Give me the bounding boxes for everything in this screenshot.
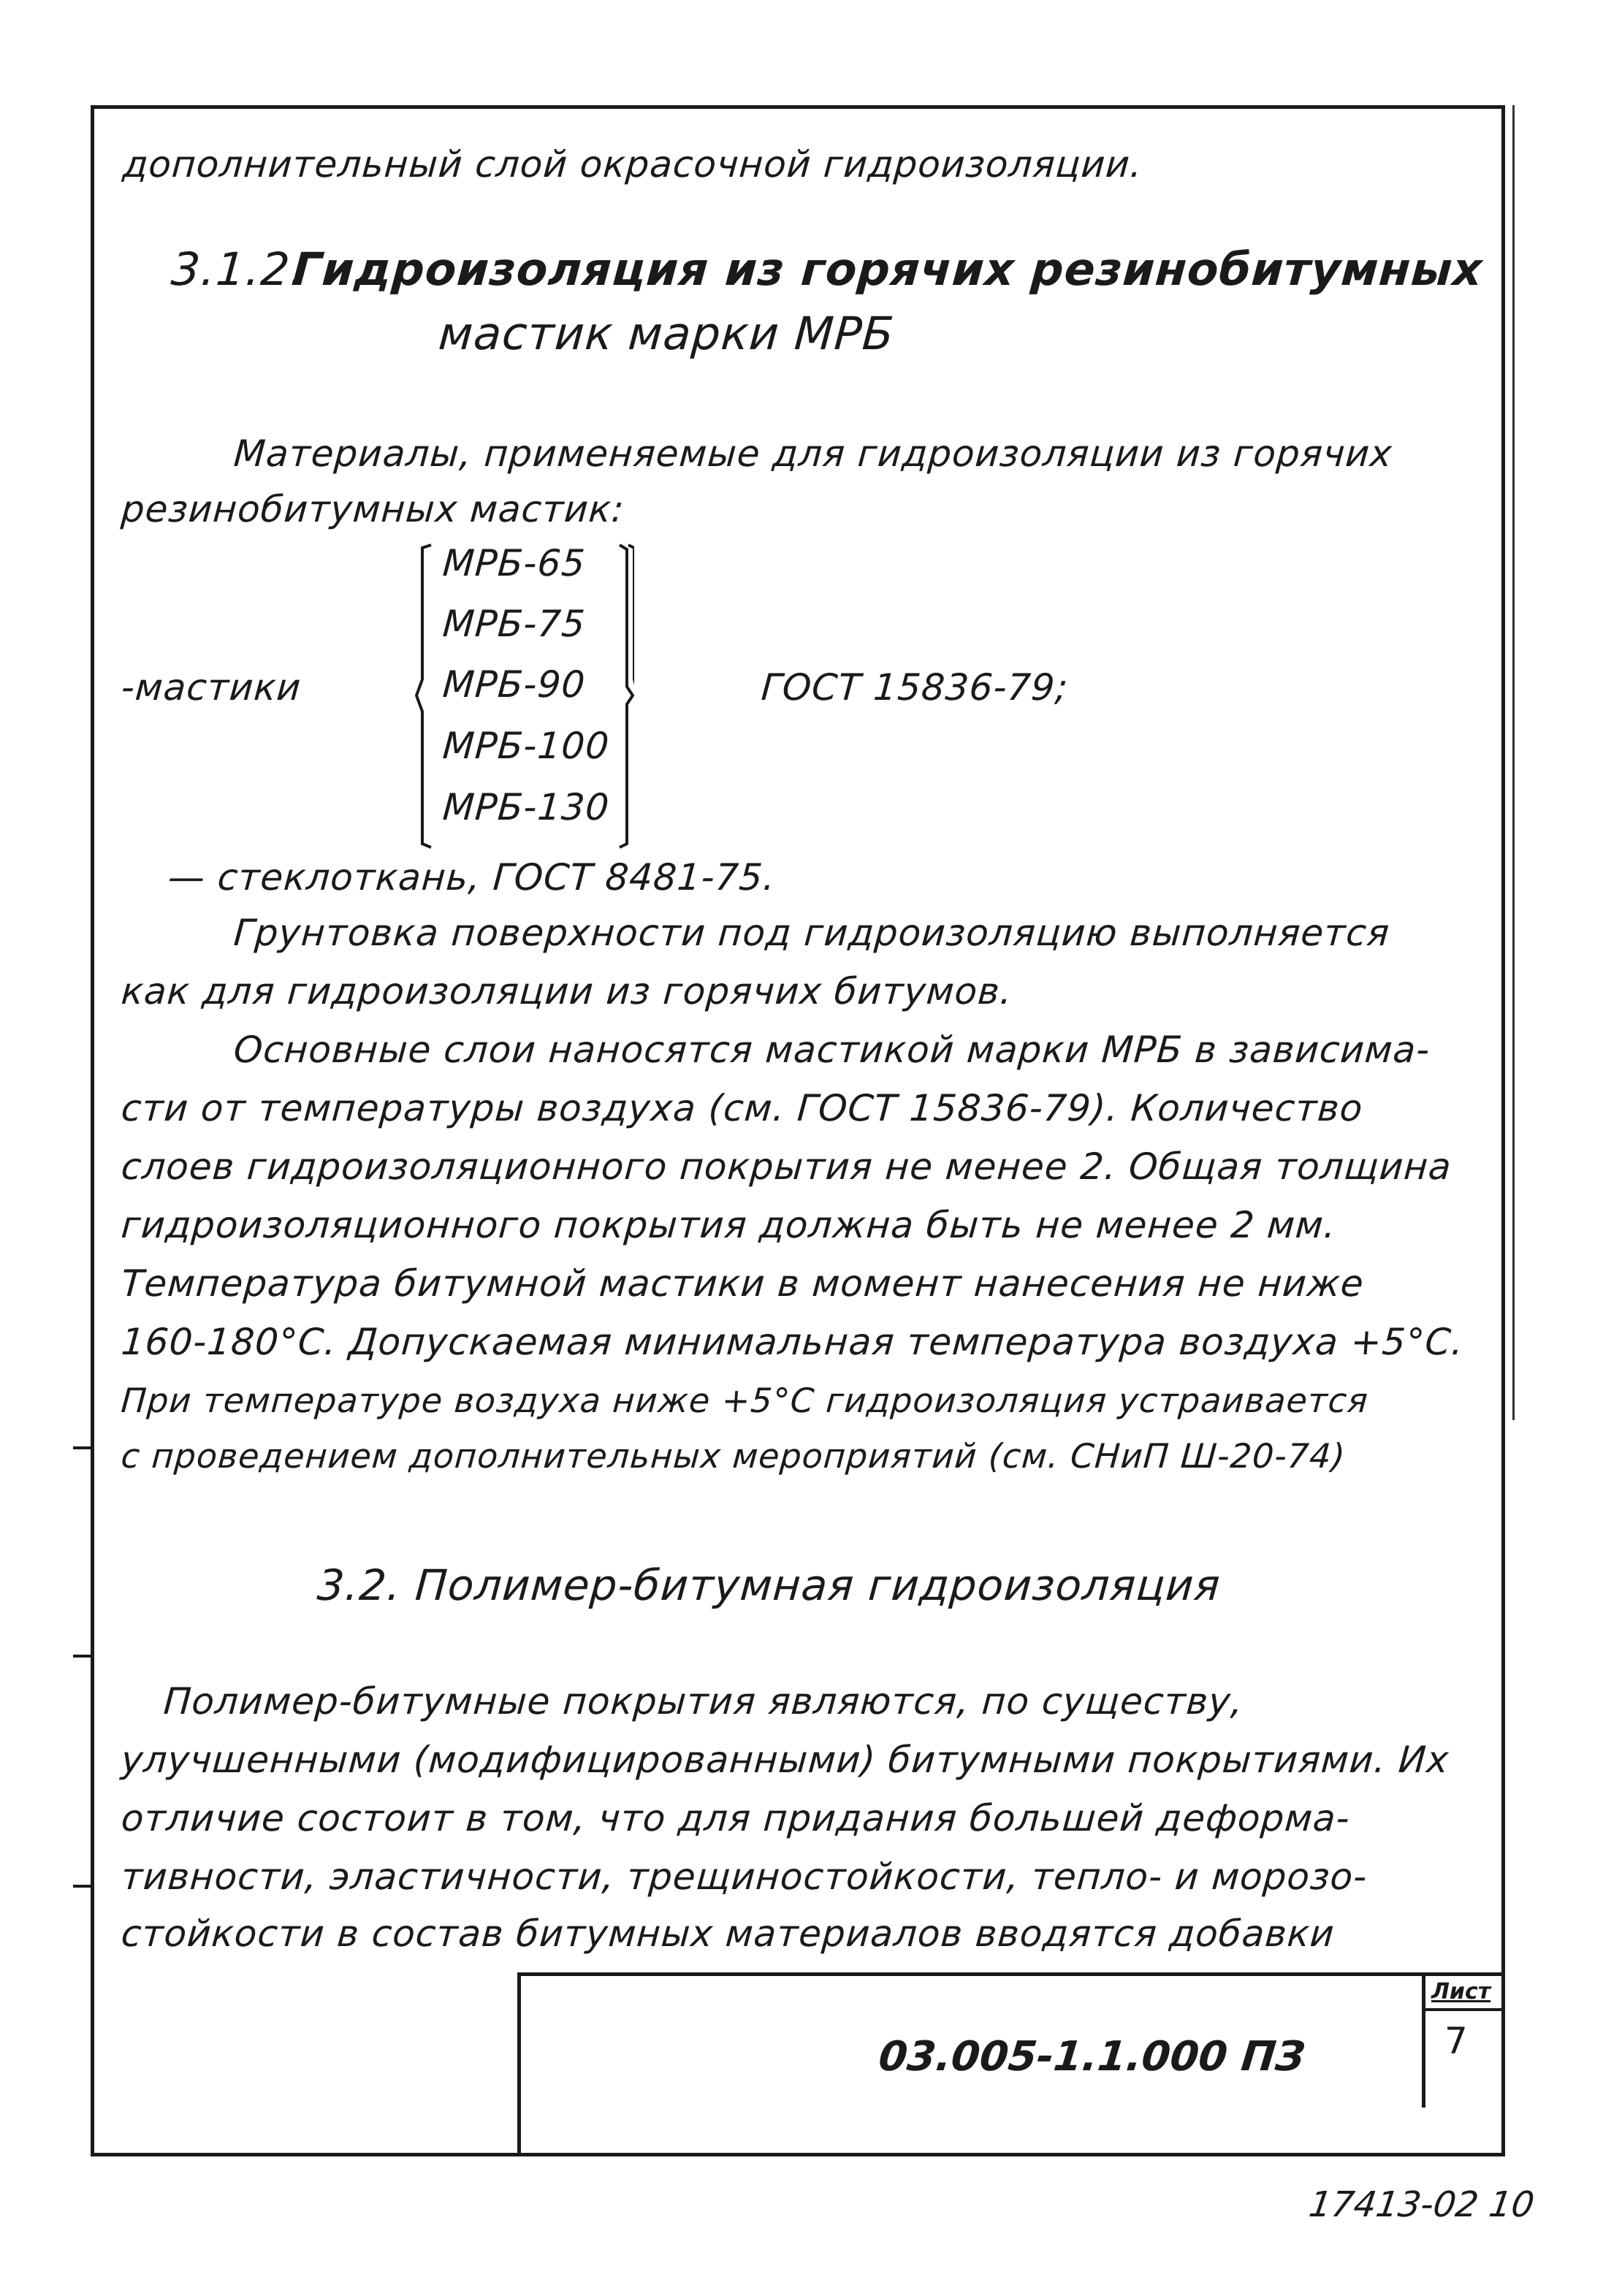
text-line: -мастики bbox=[120, 666, 303, 709]
text-line: 160-180°С. Допускаемая минимальная температура воздуха +5°С. bbox=[120, 1321, 1466, 1363]
section-heading: 3.2. Полимер-битумная гидроизоляция bbox=[316, 1560, 1222, 1610]
text-line: стойкости в состав битумных материалов вводятся добавки bbox=[120, 1912, 1336, 1955]
frame-tick-mark bbox=[73, 1655, 94, 1658]
text-line: Полимер-битумные покрытия являются, по существу, bbox=[162, 1680, 1245, 1723]
text-line: Температура битумной мастики в момент нанесения не ниже bbox=[120, 1262, 1366, 1305]
text-line: как для гидроизоляции из горячих битумов. bbox=[120, 970, 1014, 1012]
document-code: 03.005-1.1.000 ПЗ bbox=[876, 2033, 1308, 2080]
text-line: сти от температуры воздуха (см. ГОСТ 15836-79). Количество bbox=[120, 1087, 1365, 1129]
section-heading-number: 3.1.2. bbox=[170, 243, 308, 296]
text-line: При температуре воздуха ниже +5°С гидроизоляция устраивается bbox=[120, 1381, 1370, 1420]
text-line: гидроизоляционного покрытия должна быть не менее 2 мм. bbox=[120, 1204, 1338, 1246]
text-line: Грунтовка поверхности под гидроизоляцию выполняется bbox=[232, 912, 1392, 954]
text-line: тивности, эластичности, трещиностойкости, тепло- и морозо- bbox=[120, 1856, 1369, 1898]
sheet-label: Лист bbox=[1431, 1979, 1491, 2005]
grade-item: МРБ-90 bbox=[441, 663, 587, 706]
text-line: — стеклоткань, ГОСТ 8481-75. bbox=[167, 856, 777, 899]
sheet-number: 7 bbox=[1444, 2020, 1468, 2062]
archive-number: 17413-02 10 bbox=[1306, 2184, 1537, 2225]
text-line: Материалы, применяемые для гидроизоляции из горячих bbox=[232, 432, 1394, 475]
text-line: улучшенными (модифицированными) битумными покрытиями. Их bbox=[120, 1739, 1451, 1781]
frame-tick-mark bbox=[73, 1885, 94, 1888]
section-heading-continued: мастик марки МРБ bbox=[437, 307, 896, 360]
text-line: дополнительный слой окрасочной гидроизоляции. bbox=[121, 143, 1144, 186]
sheet-divider bbox=[1425, 2008, 1505, 2011]
grade-item: МРБ-65 bbox=[441, 542, 587, 584]
text-line: Основные слои наносятся мастикой марки МРБ в зависима- bbox=[232, 1029, 1432, 1071]
title-block bbox=[517, 1972, 1505, 2156]
sheet-box bbox=[1422, 1976, 1505, 2108]
frame-binding-strip bbox=[1505, 105, 1515, 1420]
text-line: слоев гидроизоляционного покрытия не менее 2. Общая толщина bbox=[120, 1145, 1453, 1188]
text-line: резинобитумных мастик: bbox=[120, 488, 626, 530]
grade-item: МРБ-75 bbox=[441, 603, 587, 645]
section-heading: Гидроизоляция из горячих резинобитумных bbox=[291, 243, 1485, 296]
text-line: с проведением дополнительных мероприятий (см. СНиП Ш-20-74) bbox=[120, 1436, 1347, 1476]
mastic-grades-list bbox=[415, 541, 634, 851]
gost-reference: ГОСТ 15836-79; bbox=[760, 666, 1070, 709]
frame-tick-mark bbox=[73, 1446, 94, 1449]
grade-item: МРБ-130 bbox=[441, 786, 612, 828]
text-line: отличие состоит в том, что для придания большей деформа- bbox=[120, 1797, 1352, 1839]
grade-item: МРБ-100 bbox=[441, 725, 612, 767]
drawing-frame bbox=[91, 105, 1505, 2156]
